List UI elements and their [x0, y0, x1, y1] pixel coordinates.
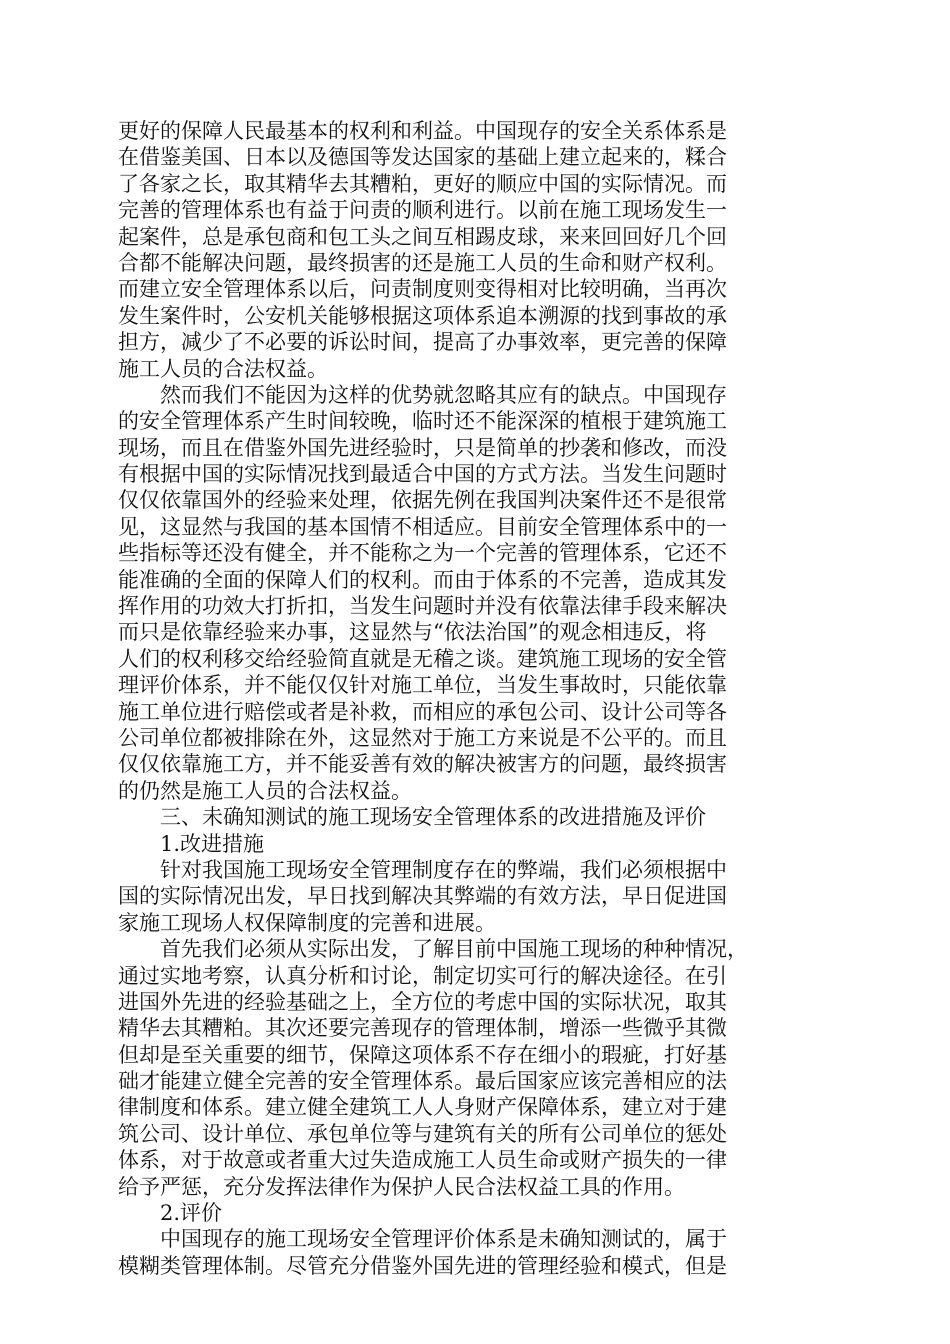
text-line: 起案件，总是承包商和包工头之间互相踢皮球，来来回回好几个回: [118, 224, 727, 249]
text-line: 有根据中国的实际情况找到最适合中国的方式方法。当发生问题时: [118, 462, 727, 487]
text-line: 筑公司、设计单位、承包单位等与建筑有关的所有公司单位的惩处: [118, 1121, 727, 1146]
text-line: 但却是至关重要的细节，保障这项体系不存在细小的瑕疵，打好基: [118, 1042, 727, 1067]
text-line: 础才能建立健全完善的安全管理体系。最后国家应该完善相应的法: [118, 1069, 727, 1094]
text-line: 而只是依靠经验来办事，这显然与“依法治国”的观念相违反，将: [118, 620, 707, 645]
text-line: 三、未确知测试的施工现场安全管理体系的改进措施及评价: [160, 805, 706, 830]
text-line: 合都不能解决问题，最终损害的还是施工人员的生命和财产权利。: [118, 250, 727, 275]
text-line: 的仍然是施工人员的合法权益。: [118, 778, 412, 803]
text-line: 家施工现场人权保障制度的完善和进展。: [118, 910, 496, 935]
text-line: 能准确的全面的保障人们的权利。而由于体系的不完善，造成其发: [118, 567, 727, 592]
text-line: 人们的权利移交给经验简直就是无稽之谈。建筑施工现场的安全管: [118, 646, 727, 671]
text-line: 体系，对于故意或者重大过失造成施工人员生命或财产损失的一律: [118, 1148, 727, 1173]
text-line: 精华去其糟粕。其次还要完善现存的管理体制，增添一些微乎其微: [118, 1016, 727, 1041]
text-line: 担方，减少了不必要的诉讼时间，提高了办事效率，更完善的保障: [118, 330, 727, 355]
text-line: 律制度和体系。建立健全建筑工人人身财产保障体系，建立对于建: [118, 1095, 727, 1120]
text-line: 理评价体系，并不能仅仅针对施工单位，当发生事故时，只能依靠: [118, 673, 727, 698]
text-line: 进国外先进的经验基础之上，全方位的考虑中国的实际状况，取其: [118, 989, 727, 1014]
text-line: 仅仅依靠施工方，并不能妥善有效的解决被害方的问题，最终损害: [118, 752, 727, 777]
text-line: 更好的保障人民最基本的权利和利益。中国现存的安全关系体系是: [118, 119, 727, 143]
text-line: 挥作用的功效大打折扣，当发生问题时并没有依靠法律手段来解决: [118, 594, 727, 619]
text-line: 见，这显然与我国的基本国情不相适应。目前安全管理体系中的一: [118, 514, 727, 539]
text-line: 然而我们不能因为这样的优势就忽略其应有的缺点。中国现存: [160, 382, 727, 407]
text-line: 通过实地考察，认真分析和讨论，制定切实可行的解决途径。在引: [118, 963, 727, 988]
text-line: 的安全管理体系产生时间较晚，临时还不能深深的植根于建筑施工: [118, 409, 727, 434]
text-line: 了各家之长，取其精华去其糟粕，更好的顺应中国的实际情况。而: [118, 171, 727, 196]
text-line: 些指标等还没有健全，并不能称之为一个完善的管理体系，它还不: [118, 541, 727, 566]
text-line: 仅仅依靠国外的经验来处理，依据先例在我国判决案件还不是很常: [118, 488, 727, 513]
document-page: [118, 118, 798, 1279]
text-line: 公司单位都被排除在外，这显然对于施工方来说是不公平的。而且: [118, 725, 727, 750]
text-line: 在借鉴美国、日本以及德国等发达国家的基础上建立起来的，糅合: [118, 145, 727, 170]
text-line: 而建立安全管理体系以后，问责制度则变得相对比较明确，当再次: [118, 277, 727, 302]
text-line: 施工单位进行赔偿或者是补救，而相应的承包公司、设计公司等各: [118, 699, 727, 724]
text-line: 国的实际情况出发，早日找到解决其弊端的有效方法，早日促进国: [118, 884, 727, 909]
text-line: 1.改进措施: [160, 831, 265, 856]
text-line: 施工人员的合法权益。: [118, 356, 328, 381]
text-line: 现场，而且在借鉴外国先进经验时，只是简单的抄袭和修改，而没: [118, 435, 727, 460]
text-line: 中国现存的施工现场安全管理评价体系是未确知测试的，属于: [160, 1227, 727, 1252]
text-line: 给予严惩，充分发挥法律作为保护人民合法权益工具的作用。: [118, 1174, 685, 1199]
text-line: 2.评价: [160, 1201, 223, 1226]
text-line: 针对我国施工现场安全管理制度存在的弊端，我们必须根据中: [160, 857, 727, 882]
text-line: 完善的管理体系也有益于问责的顺利进行。以前在施工现场发生一: [118, 198, 727, 223]
text-line: 首先我们必须从实际出发，了解目前中国施工现场的种种情况，: [160, 937, 748, 962]
text-line: 模糊类管理体制。尽管充分借鉴外国先进的管理经验和模式，但是: [118, 1253, 727, 1278]
text-line: 发生案件时，公安机关能够根据这项体系追本溯源的找到事故的承: [118, 303, 727, 328]
